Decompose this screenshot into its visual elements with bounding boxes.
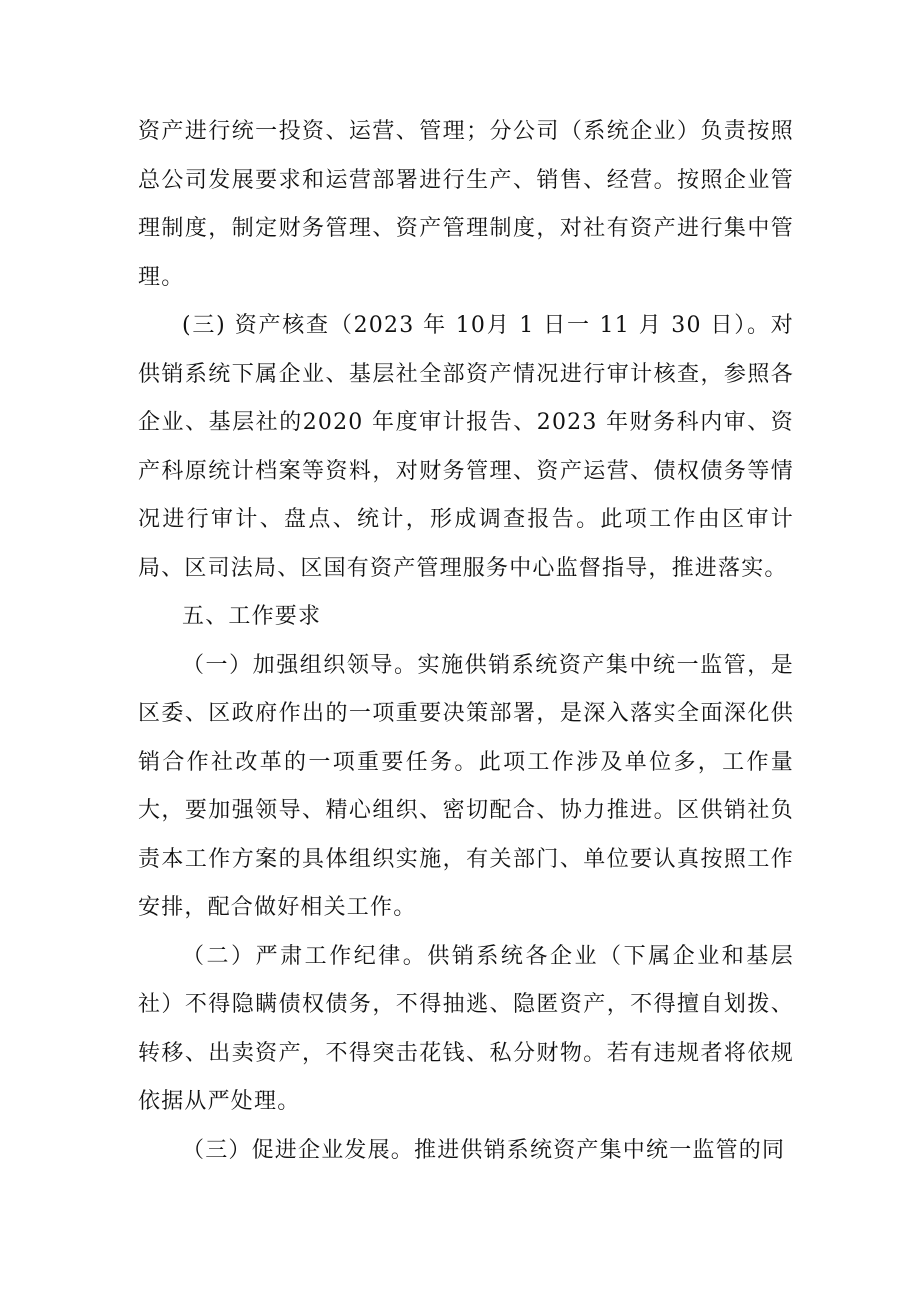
paragraph-enterprise-development: （三）促进企业发展。推进供销系统资产集中统一监管的同 [182, 1137, 786, 1163]
paragraph-organization-leadership: （一）加强组织领导。实施供销系统资产集中统一监管，是区委、区政府作出的一项重要决策部署，是深入落实全面深化供销合作社改革的一项重要任务。此项工作涉及单位多，工作量大，要加强领导、精心组织、密切配合、协力推进。区供销社负责本工作方案的具体组织实施，有关部门、单位要认真按照工作安排，配合做好相关工作。 [138, 652, 794, 920]
paragraph-work-discipline: （二）严肃工作纪律。供销系统各企业（下属企业和基层社）不得隐瞒债权债务，不得抽逃、隐匿资产，不得擅自划拨、转移、出卖资产，不得突击花钱、私分财物。若有违规者将依规依据从严处理。 [138, 943, 794, 1114]
paragraph-asset-audit: (三) 资产核查（2023 年 10月 1 日一 11 月 30 日）。对供销系统下属企业、基层社全部资产情况进行审计核查，参照各企业、基层社的2020 年度审计报告、2023 年财务科内审、资产科原统计档案等资料，对财务管理、资产运营、债权债务等情况进行审计、盘点、统计，形成调查报告。此项工作由区审计局、区司法局、区国有资产管理服务中心监督指导，推进落实。 [138, 313, 794, 581]
section-heading-work-requirements: 五、工作要求 [182, 604, 322, 629]
paragraph-continuation: 资产进行统一投资、运营、管理；分公司（系统企业）负责按照总公司发展要求和运营部署进行生产、销售、经营。按照企业管理制度，制定财务管理、资产管理制度，对社有资产进行集中管理。 [138, 119, 794, 290]
document-body [138, 108, 794, 1175]
